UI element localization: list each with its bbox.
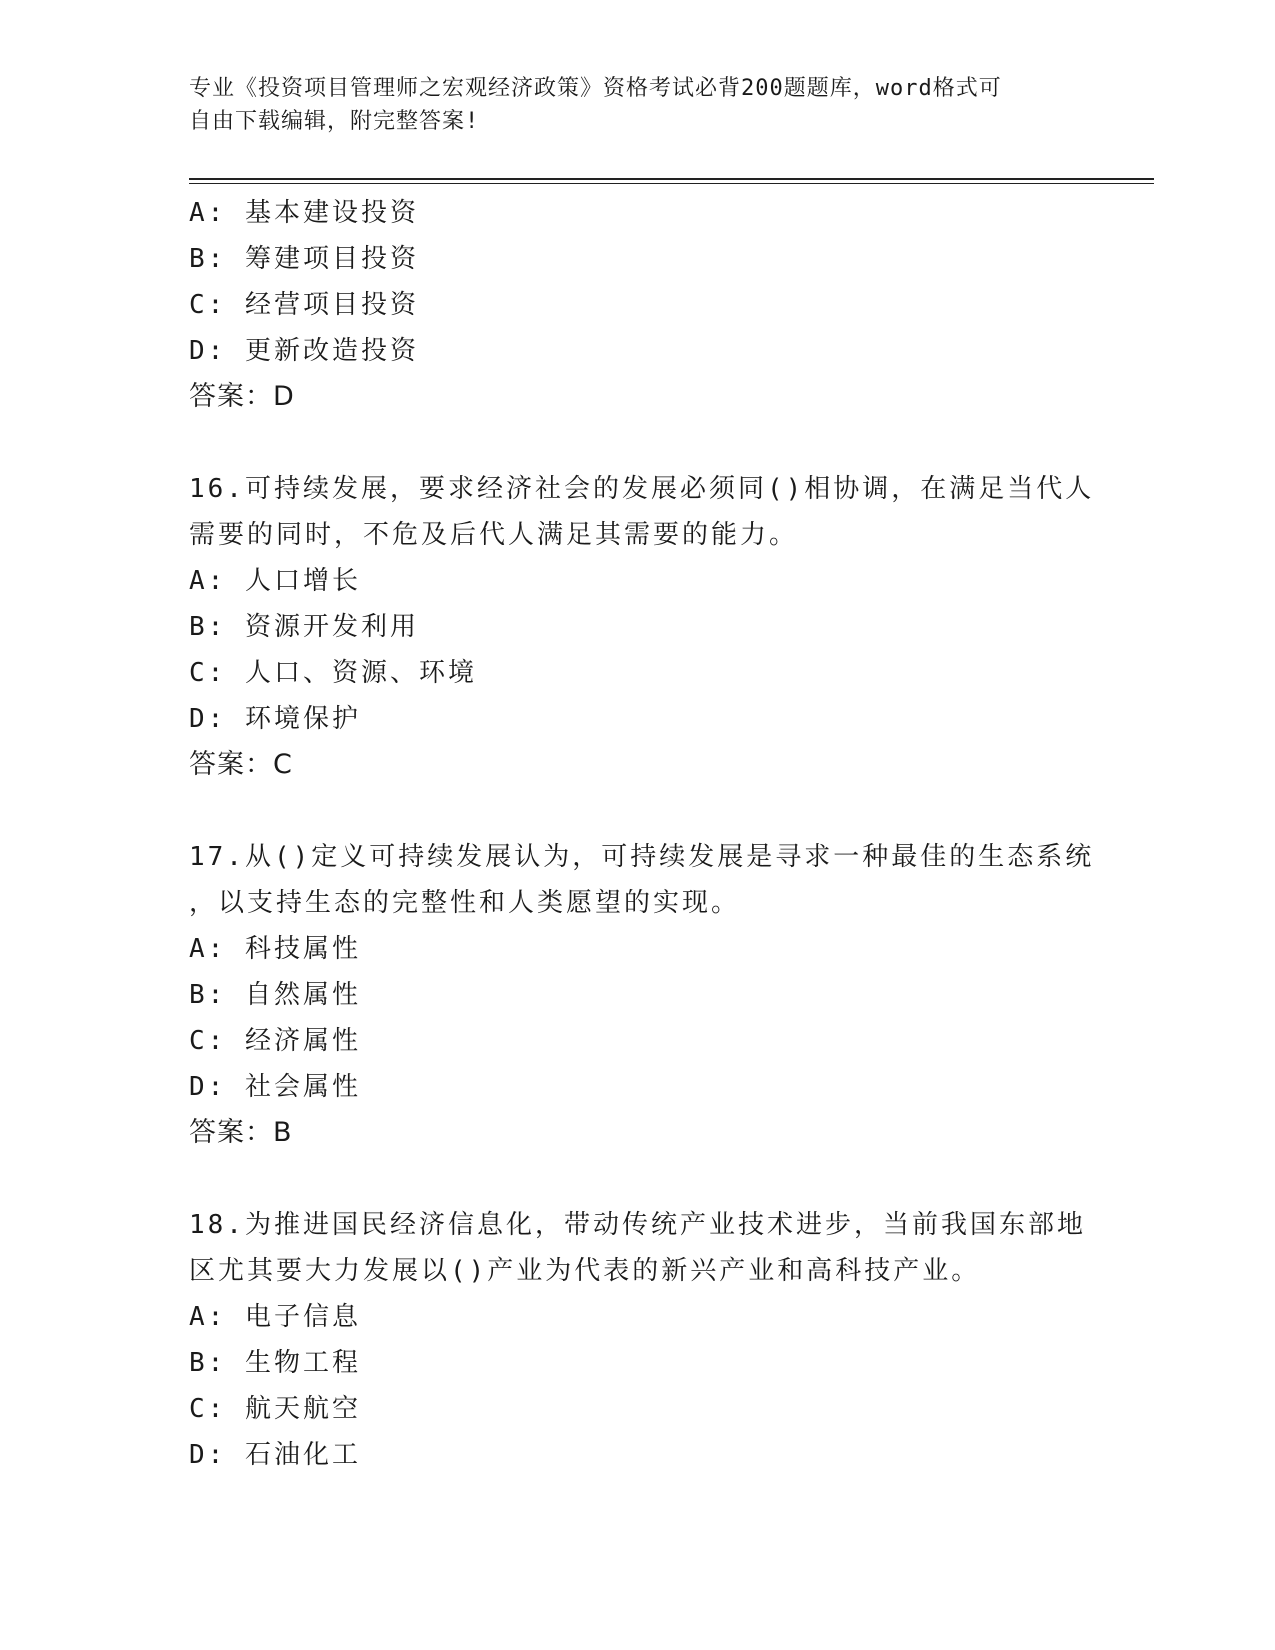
document-header bbox=[189, 72, 1089, 138]
header-divider bbox=[189, 178, 1154, 184]
option-a: A: 基本建设投资 bbox=[189, 198, 419, 228]
spacer bbox=[189, 420, 1089, 466]
option-b: B: 自然属性 bbox=[189, 980, 361, 1010]
option-c: C: 经济属性 bbox=[189, 1026, 361, 1056]
option-d: D: 环境保护 bbox=[189, 704, 361, 734]
answer: 答案：B bbox=[189, 1117, 293, 1148]
header-line-1: 专业《投资项目管理师之宏观经济政策》资格考试必背200题题库，word格式可 bbox=[189, 76, 1002, 101]
question-stem-line: 16.可持续发展，要求经济社会的发展必须同()相协调，在满足当代人 bbox=[189, 474, 1095, 504]
answer: 答案：D bbox=[189, 381, 295, 412]
option-d: D: 社会属性 bbox=[189, 1072, 361, 1102]
option-c: C: 经营项目投资 bbox=[189, 290, 419, 320]
question-stem-line: ，以支持生态的完整性和人类愿望的实现。 bbox=[189, 888, 741, 918]
spacer bbox=[189, 1156, 1089, 1202]
question-stem-line: 17.从()定义可持续发展认为，可持续发展是寻求一种最佳的生态系统 bbox=[189, 842, 1095, 872]
question-15 bbox=[189, 190, 1089, 420]
question-stem-line: 需要的同时，不危及后代人满足其需要的能力。 bbox=[189, 520, 799, 550]
option-a: A: 人口增长 bbox=[189, 566, 361, 596]
option-a: A: 科技属性 bbox=[189, 934, 361, 964]
question-list bbox=[189, 190, 1095, 1478]
header-line-2: 自由下载编辑，附完整答案! bbox=[189, 109, 480, 134]
answer: 答案：C bbox=[189, 749, 293, 780]
option-b: B: 筹建项目投资 bbox=[189, 244, 419, 274]
question-17 bbox=[189, 834, 1095, 1156]
option-c: C: 人口、资源、环境 bbox=[189, 658, 477, 688]
question-16 bbox=[189, 466, 1095, 788]
question-18 bbox=[189, 1202, 1089, 1478]
option-d: D: 石油化工 bbox=[189, 1440, 361, 1470]
option-d: D: 更新改造投资 bbox=[189, 336, 419, 366]
option-b: B: 资源开发利用 bbox=[189, 612, 419, 642]
option-c: C: 航天航空 bbox=[189, 1394, 361, 1424]
option-b: B: 生物工程 bbox=[189, 1348, 361, 1378]
option-a: A: 电子信息 bbox=[189, 1302, 361, 1332]
question-stem-line: 18.为推进国民经济信息化，带动传统产业技术进步，当前我国东部地 bbox=[189, 1210, 1086, 1240]
spacer bbox=[189, 788, 1089, 834]
question-stem-line: 区尤其要大力发展以()产业为代表的新兴产业和高科技产业。 bbox=[189, 1256, 981, 1286]
